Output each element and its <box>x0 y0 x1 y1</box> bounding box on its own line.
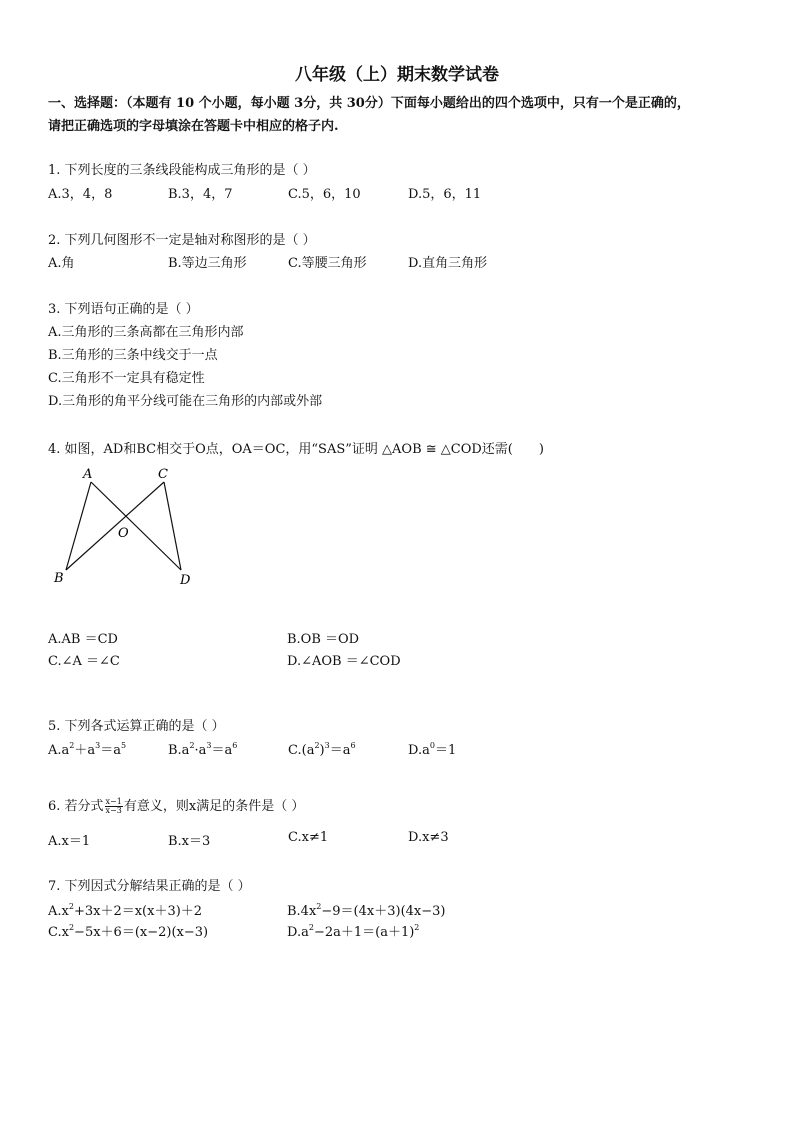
q4-option-c: C.∠A ＝∠C <box>48 654 120 669</box>
q5-option-d: $D.a^0=1$ <box>408 741 457 758</box>
segment-ad <box>91 482 181 570</box>
q4-stem: 4. 如图，AD和BC相交于O点，OA＝OC，用“SAS”证明 △AOB ≅ △COD还需( ) <box>48 442 544 457</box>
q7-option-a: $A.x^2+3x+2=x(x+3)+2$ <box>48 902 203 919</box>
label-a: A <box>83 467 93 482</box>
q1-option-b: B.3，4，7 <box>168 187 233 202</box>
label-b: B <box>54 571 64 586</box>
page-title: 八年级（上）期末数学试卷 <box>295 65 499 85</box>
q1-option-d: D.5，6，11 <box>408 187 482 202</box>
q2-option-b: B.等边三角形 <box>168 256 247 271</box>
q1-stem: 1. 下列长度的三条线段能构成三角形的是（ ） <box>48 163 316 178</box>
q6-fraction: $\frac{x-1}{x-3}$ <box>105 797 122 815</box>
q3-option-a: A.三角形的三条高都在三角形内部 <box>48 325 244 340</box>
q4-option-d: D.∠AOB ＝∠COD <box>287 654 401 669</box>
q3-option-c: C.三角形不一定具有稳定性 <box>48 371 205 386</box>
q5-stem: 5. 下列各式运算正确的是（ ） <box>48 719 225 734</box>
q2-option-c: C.等腰三角形 <box>288 256 367 271</box>
q6-stem: 6. 若分式 $\frac{x-1}{x-3}$ 有意义，则x满足的条件是（ ） <box>48 797 305 815</box>
q3-option-d: D.三角形的角平分线可能在三角形的内部或外部 <box>48 394 323 409</box>
q5-option-c: $C.(a^2)^3=a^6$ <box>288 741 356 758</box>
q6-option-b: B.x＝3 <box>168 834 211 849</box>
q6-option-a: A.x＝1 <box>48 834 91 849</box>
q1-option-c: C.5，6，10 <box>288 187 361 202</box>
q3-stem: 3. 下列语句正确的是（ ） <box>48 302 199 317</box>
q7-option-b: $B.4x^2-9=(4x+3)(4x-3)$ <box>287 902 446 919</box>
q4-option-b: B.OB ＝OD <box>287 632 360 647</box>
q1-option-a: A.3，4，8 <box>48 187 113 202</box>
q7-stem: 7. 下列因式分解结果正确的是（ ） <box>48 879 251 894</box>
segment-ab <box>66 482 91 570</box>
q6-option-d: D.x≠3 <box>408 830 449 845</box>
label-d: D <box>180 573 191 588</box>
q7-option-d: $D.a^2-2a+1=(a+1)^2$ <box>287 923 420 940</box>
label-o: O <box>118 526 129 541</box>
segment-cb <box>66 482 164 570</box>
q5-option-b: $B.a^2\cdot a^3=a^6$ <box>168 741 238 758</box>
section-instruction-line2: 请把正确选项的字母填涂在答题卡中相应的格子内. <box>48 119 339 134</box>
q2-stem: 2. 下列几何图形不一定是轴对称图形的是（ ） <box>48 233 316 248</box>
label-c: C <box>158 467 168 482</box>
q4-figure <box>44 460 214 595</box>
section-instruction-line1: 一、选择题：（本题有 10 个小题，每小题 3分，共 30分）下面每小题给出的四个选项中，只有一个是正确的， <box>48 96 690 111</box>
q5-option-a: $A.a^2+a^3=a^5$ <box>48 741 127 758</box>
q6-option-c: C.x≠1 <box>288 830 329 845</box>
q7-option-c: $C.x^2-5x+6=(x-2)(x-3)$ <box>48 923 209 940</box>
q2-option-a: A.角 <box>48 256 75 271</box>
segment-cd <box>164 482 181 570</box>
q3-option-b: B.三角形的三条中线交于一点 <box>48 348 218 363</box>
q4-option-a: A.AB ＝CD <box>48 632 118 647</box>
q2-option-d: D.直角三角形 <box>408 256 488 271</box>
